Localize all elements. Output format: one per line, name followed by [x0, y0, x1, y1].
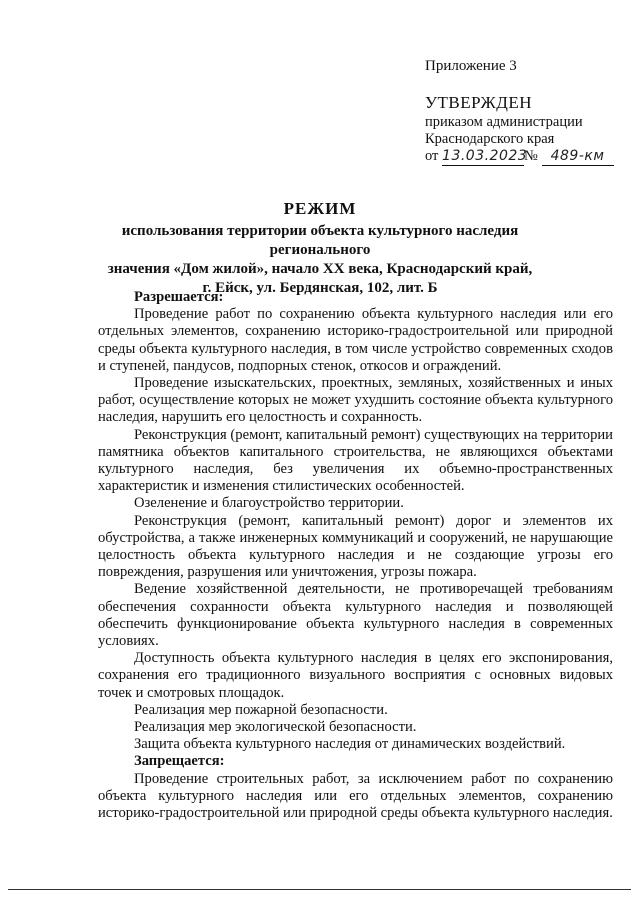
- document-title: РЕЖИМ: [283, 199, 357, 218]
- handwritten-date: 13.03.2023: [442, 148, 528, 164]
- allowed-heading: Разрешается:: [134, 289, 224, 305]
- page-bottom-rule: [8, 889, 631, 890]
- appendix-label: Приложение 3: [425, 58, 517, 74]
- allowed-item: Озеленение и благоустройство территории.: [134, 495, 404, 512]
- from-label: от: [425, 148, 439, 164]
- allowed-item: Защита объекта культурного наследия от динамических воздействий.: [134, 736, 566, 753]
- order-line-2: Краснодарского края: [425, 131, 555, 147]
- allowed-item: Ведение хозяйственной деятельности, не противоречащей требованиям обеспечения сохранности объекта культурного наследия и позволяющей обеспечить функционирование объекта культурного наследия в современных условиях.: [98, 581, 613, 650]
- subtitle-line-1: использования территории объекта культурного наследия регионального: [121, 223, 519, 258]
- handwritten-number: 489-км: [542, 148, 614, 166]
- forbidden-heading: Запрещается:: [134, 753, 225, 770]
- allowed-item: Реконструкция (ремонт, капитальный ремонт) существующих на территории памятника объектов капитального строительства, не являющихся объектами культурного наследия, без увеличения их объемно-пространственных характеристик и изменения стилистических особенностей.: [98, 426, 613, 495]
- order-line-1: приказом администрации: [425, 114, 583, 130]
- document-subtitle: [90, 222, 550, 298]
- approval-block: [425, 92, 614, 167]
- allowed-item: Проведение изыскательских, проектных, земляных, хозяйственных и иных работ, осуществление которых не может ухудшить состояние объекта культурного наследия, нарушить его целостность и сохранность.: [98, 375, 613, 426]
- number-label: №: [524, 148, 538, 164]
- allowed-item: Реконструкция (ремонт, капитальный ремонт) дорог и элементов их обустройства, а также инженерных коммуникаций и сооружений, не нарушающие целостность объекта культурного наследия и не создающие угрозы его повреждения, разрушения или уничтожения, угрозы пожара.: [98, 512, 613, 581]
- order-date-number: [425, 148, 614, 167]
- approved-heading: УТВЕРЖДЕН: [425, 93, 532, 112]
- allowed-item: Проведение работ по сохранению объекта культурного наследия или его отдельных элементов, сохранению историко-градостроительной или природной среды объекта культурного наследия, в том числе устройство современных сходов и ступеней, пандусов, подпорных стенок, откосов и ограждений.: [98, 306, 613, 374]
- document-body: [98, 289, 613, 822]
- forbidden-item: Проведение строительных работ, за исключением работ по сохранению объекта культурного наследия или его отдельных элементов, сохранению историко-градостроительной или природной среды объекта культурного наследия.: [98, 770, 613, 822]
- allowed-item: Доступность объекта культурного наследия в целях его экспонирования, сохранения его традиционного визуального восприятия с основных видовых точек и смотровых площадок.: [98, 650, 613, 701]
- subtitle-line-3: г. Ейск, ул. Бердянская, 102, лит. Б: [202, 280, 438, 296]
- allowed-item: Реализация мер экологической безопасности.: [134, 719, 417, 736]
- allowed-item: Реализация мер пожарной безопасности.: [134, 701, 388, 718]
- subtitle-line-2: значения «Дом жилой», начало XX века, Краснодарский край,: [107, 261, 533, 277]
